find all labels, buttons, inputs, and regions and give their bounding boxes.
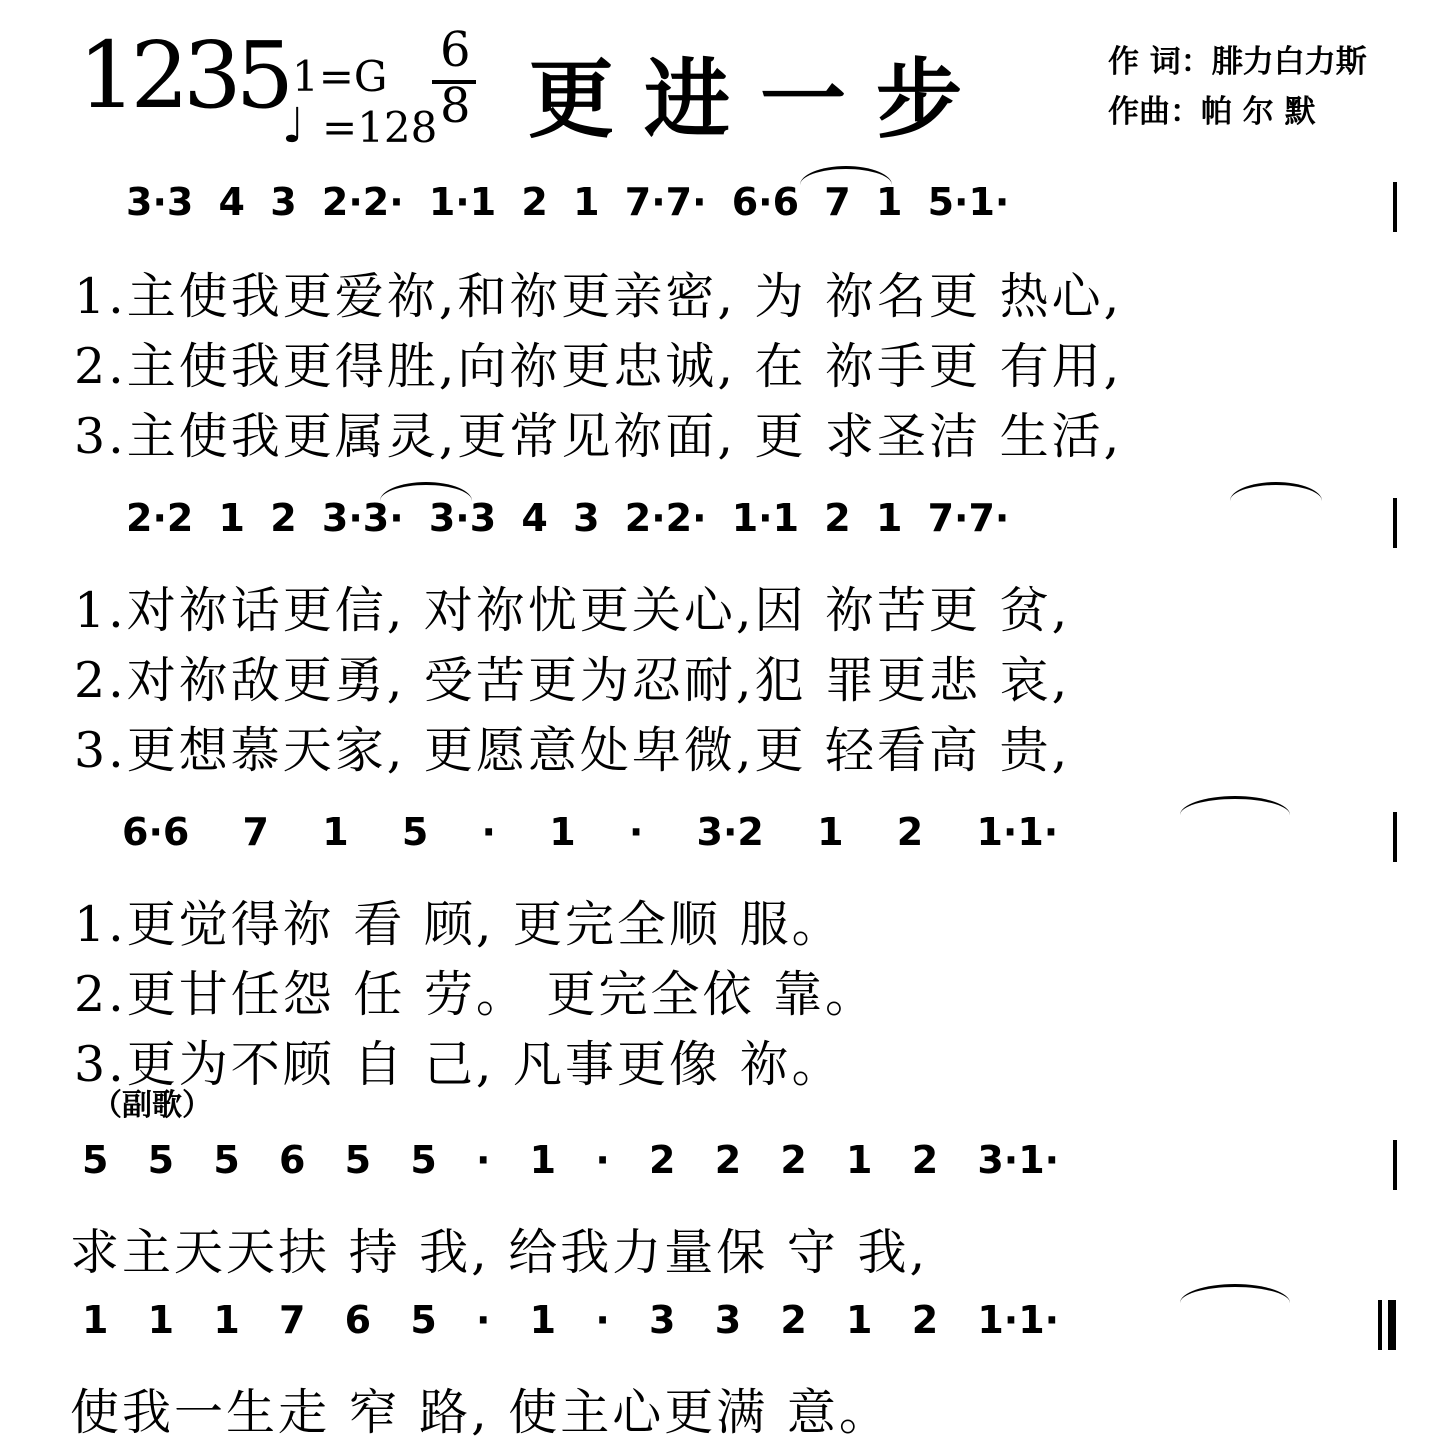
lyric-line: 1.主使我更爱祢,和祢更亲密, 为 祢名更 热心, [74, 268, 1123, 325]
tempo-marking [282, 98, 437, 154]
tie-arc [380, 482, 472, 501]
quarter-note-icon: ♩ [282, 98, 305, 154]
key-signature: 1=G [292, 52, 388, 101]
bar-line [1393, 812, 1397, 862]
composer-credit: 作曲：帕 尔 默 [1108, 94, 1316, 130]
notation-line: 3·3 4 3 2·2· 1·1 2 1 7·7· 6·6 7 1 5·1· [126, 180, 1010, 224]
lyric-line: 2.对祢敌更勇, 受苦更为忍耐,犯 罪更悲 哀, [74, 652, 1071, 709]
tie-arc [1180, 1284, 1290, 1303]
time-signature-bottom: 8 [440, 78, 471, 134]
lyric-line: 2.主使我更得胜,向祢更忠诚, 在 祢手更 有用, [74, 338, 1123, 395]
tempo-value: =128 [322, 103, 438, 152]
lyric-line: 求主天天扶 持 我, 给我力量保 守 我, [70, 1224, 929, 1281]
bar-line [1393, 1140, 1397, 1190]
bar-line [1393, 498, 1397, 548]
time-signature-top: 6 [440, 22, 471, 78]
bar-line [1393, 182, 1397, 232]
final-bar-line-thin [1378, 1300, 1382, 1350]
chorus-label: （副歌） [92, 1088, 212, 1123]
tie-arc [1180, 796, 1290, 815]
lyric-line: 使我一生走 窄 路, 使主心更满 意。 [70, 1384, 891, 1441]
song-title: 更进一步 [528, 49, 992, 150]
notation-line: 5 5 5 6 5 5 · 1 · 2 2 2 1 2 3·1· [82, 1138, 1060, 1182]
notation-line: 6·6 7 1 5 · 1 · 3·2 1 2 1·1· [122, 810, 1059, 854]
notation-line: 1 1 1 7 6 5 · 1 · 3 3 2 1 2 1·1· [82, 1298, 1060, 1342]
lyric-line: 1.对祢话更信, 对祢忧更关心,因 祢苦更 贫, [74, 582, 1071, 639]
lyric-line: 1.更觉得祢 看 顾, 更完全顺 服。 [74, 896, 844, 953]
tie-arc [1230, 482, 1322, 501]
final-bar-line-thick [1388, 1300, 1396, 1350]
lyricist-credit: 作 词：腓力白力斯 [1108, 44, 1367, 80]
song-number: 1235 [78, 22, 289, 129]
lyric-line: 3.主使我更属灵,更常见祢面, 更 求圣洁 生活, [74, 408, 1123, 465]
lyric-line: 3.更为不顾 自 己, 凡事更像 祢。 [74, 1036, 844, 1093]
tie-arc [800, 166, 892, 185]
notation-line: 2·2 1 2 3·3· 3·3 4 3 2·2· 1·1 2 1 7·7· [126, 496, 1010, 540]
lyric-line: 2.更甘任怨 任 劳。 更完全依 靠。 [74, 966, 878, 1023]
lyric-line: 3.更想慕天家, 更愿意处卑微,更 轻看高 贵, [74, 722, 1071, 779]
